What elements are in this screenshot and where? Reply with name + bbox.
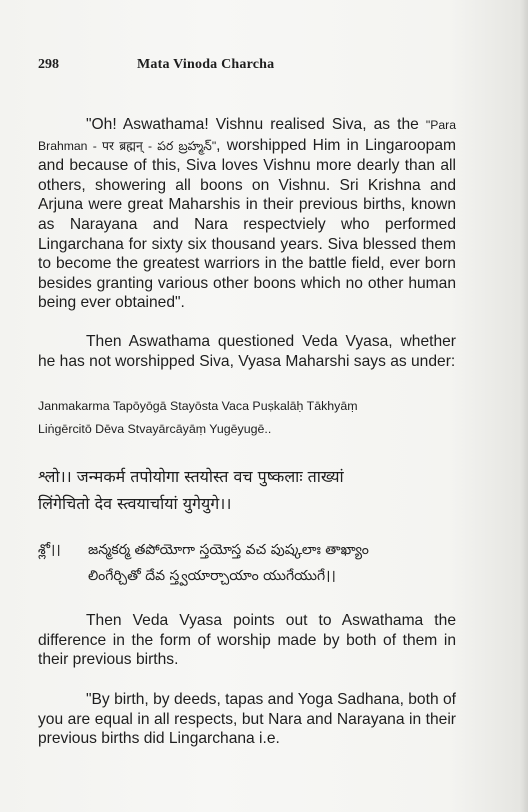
paragraph-vyasa-points: Then Veda Vyasa points out to Aswathama the difference in the form of worship made by both of them in their previous births. [38, 612, 456, 669]
para-brahman-term: "Para Brahman - पर ब्रह्मन् - పర బ్రహ్మన్" [38, 118, 456, 153]
transliteration-line: Janmakarma Tapōyōgā Stayōsta Vaca Puṣkalāḥ Tākhyāṃ [38, 399, 358, 414]
shloka-transliteration [38, 395, 456, 441]
devanagari-line: श्लो।। जन्मकर्म तपोयोगा स्तयोस्त वच पुष्कलाः ताख्यां [38, 467, 344, 487]
page-number: 298 [38, 57, 59, 72]
paragraph-vishnu-siva [38, 115, 456, 313]
page-body [38, 115, 456, 749]
telugu-line: జన్మకర్మ తపోయోగా స్తయోస్త వచ పుష్కలాః తాఖ్యాం [88, 542, 369, 559]
paragraph-by-birth: "By birth, by deeds, tapas and Yoga Sadhana, both of you are equal in all respects, but Nara and Narayana in their previous births did Lingarchana i.e. [38, 690, 456, 748]
shloka-mark: శ్లో।। [38, 542, 61, 559]
telugu-line: లింగేర్చితో దేవ స్త్వయార్చాయాం యుగేయుగే।। [88, 568, 336, 585]
paragraph-aswathama-question: Then Aswathama questioned Veda Vyasa, whether he has not worshipped Siva, Vyasa Maharshi says as under: [38, 332, 456, 370]
page-edge-shadow [520, 0, 528, 812]
transliteration-line: Liṅgērcitō Dēva Stvayārcāyāṃ Yugēyugē.. [38, 422, 272, 437]
shloka-devanagari [38, 463, 456, 517]
shloka-telugu [38, 537, 456, 589]
devanagari-line: लिंगेचितो देव स्त्वयार्चायां युगेयुगे।। [38, 494, 232, 514]
running-title: Mata Vinoda Charcha [137, 57, 275, 72]
paragraph-text: "Oh! Aswathama! Vishnu realised Siva, as the [86, 116, 426, 133]
paragraph-text: , worshipped Him in Lingaroopam and because of this, Siva loves Vishnu more dearly than all others, showering all boons on Vishnu. Sri Krishna and Arjuna were great Maharshis in their previous births, known as Narayana and Nara respectviely who performed Lingarchana for sixty six thousand years. Siva blessed them to become the greatest warriors in the battle field, ever born besides granting various other boons which no other human being ever obtained". [38, 136, 456, 312]
